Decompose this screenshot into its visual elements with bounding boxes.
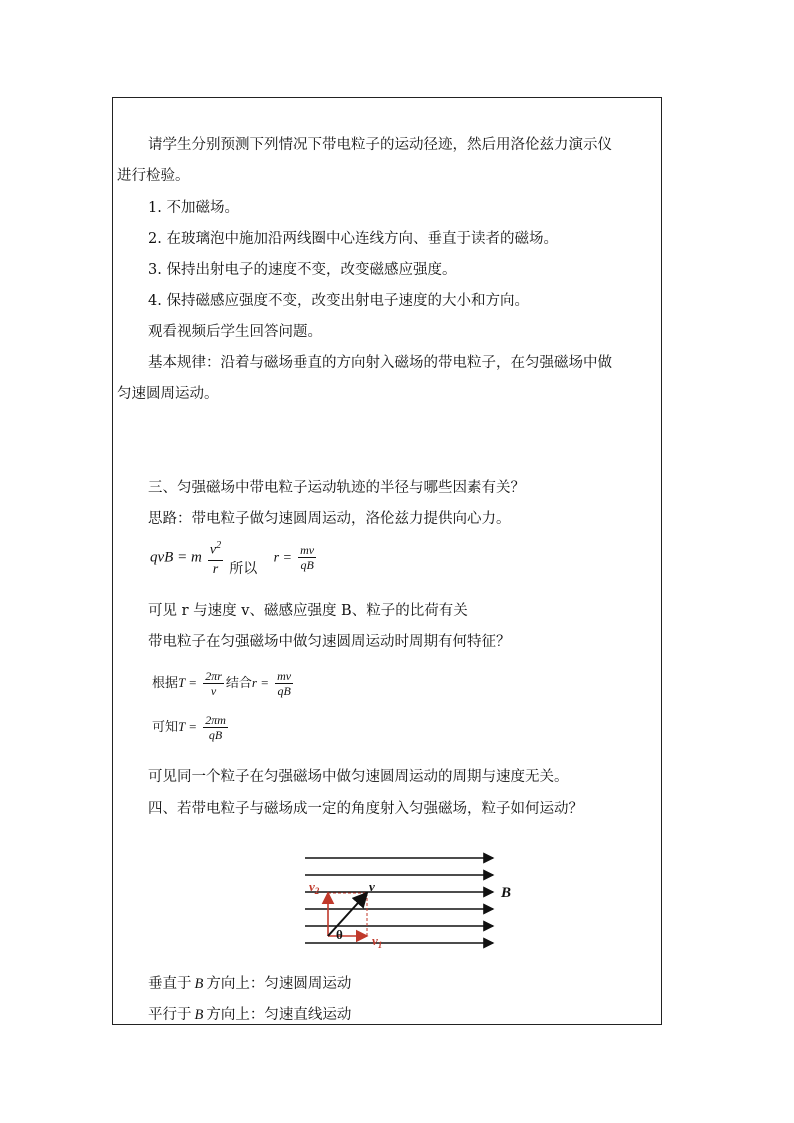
velocity-arrow bbox=[328, 893, 367, 936]
case-1: 1. 不加磁场。 bbox=[148, 200, 239, 216]
equation-period-radius: 根据T = $\frac{2\pi r}{v}$ 结合r = $\frac{mv}{qB}$ bbox=[152, 669, 292, 698]
v-label: v bbox=[369, 879, 375, 894]
rule-line-1: 基本规律：沿着与磁场垂直的方向射入磁场的带电粒子，在匀强磁场中做 bbox=[148, 355, 612, 371]
intro-line-1: 请学生分别预测下列情况下带电粒子的运动径迹，然后用洛伦兹力演示仪 bbox=[148, 137, 612, 153]
fraction-2pim-over-qb: $\frac{2\pi m}{qB}$ bbox=[205, 713, 226, 742]
v1-label: $v_1$ bbox=[372, 933, 383, 950]
radius-conclusion: 可见 r 与速度 v、磁感应强度 B、粒子的比荷有关 bbox=[148, 603, 468, 619]
rule-line-2: 匀速圆周运动。 bbox=[117, 386, 219, 402]
velocity-decomposition-diagram bbox=[295, 848, 525, 958]
case-4: 4. 保持磁感应强度不变，改变出射电子速度的大小和方向。 bbox=[148, 293, 529, 309]
case-3: 3. 保持出射电子的速度不变，改变磁感应强度。 bbox=[148, 262, 457, 278]
fraction-2pir-over-v: $\frac{2\pi r}{v}$ bbox=[205, 669, 222, 698]
theta-label: θ bbox=[336, 927, 343, 942]
equation-qvb: qvB = m $\frac{v^2}{r}$ 所以 r = $\frac{mv}{qB}$ bbox=[150, 537, 318, 579]
case-2: 2. 在玻璃泡中施加沿两线圈中心连线方向、垂直于读者的磁场。 bbox=[148, 231, 558, 247]
perpendicular-motion: 垂直于 B 方向上：匀速圆周运动 bbox=[148, 976, 352, 992]
parallel-motion: 平行于 B 方向上：匀速直线运动 bbox=[148, 1007, 352, 1023]
period-conclusion: 可见同一个粒子在匀强磁场中做匀速圆周运动的周期与速度无关。 bbox=[148, 769, 569, 785]
b-label: B bbox=[501, 885, 512, 901]
watch-video-text: 观看视频后学生回答问题。 bbox=[148, 324, 322, 340]
period-question: 带电粒子在匀强磁场中做匀速圆周运动时周期有何特征？ bbox=[148, 634, 511, 650]
intro-line-2: 进行检验。 bbox=[117, 168, 190, 184]
fraction-v2-over-r: $\frac{v^2}{r}$ bbox=[208, 537, 223, 579]
section3-heading: 三、匀强磁场中带电粒子运动轨迹的半径与哪些因素有关？ bbox=[148, 480, 525, 496]
section4-heading: 四、若带电粒子与磁场成一定的角度射入匀强磁场，粒子如何运动？ bbox=[148, 801, 583, 817]
fraction-mv-over-qb: $\frac{mv}{qB}$ bbox=[300, 543, 315, 573]
section3-idea: 思路：带电粒子做匀速圆周运动，洛伦兹力提供向心力。 bbox=[148, 511, 511, 527]
equation-period: 可知T = $\frac{2\pi m}{qB}$ bbox=[152, 713, 226, 742]
v2-label: $v_2$ bbox=[309, 879, 320, 896]
fraction-mv-over-qb-2: $\frac{mv}{qB}$ bbox=[277, 669, 292, 698]
